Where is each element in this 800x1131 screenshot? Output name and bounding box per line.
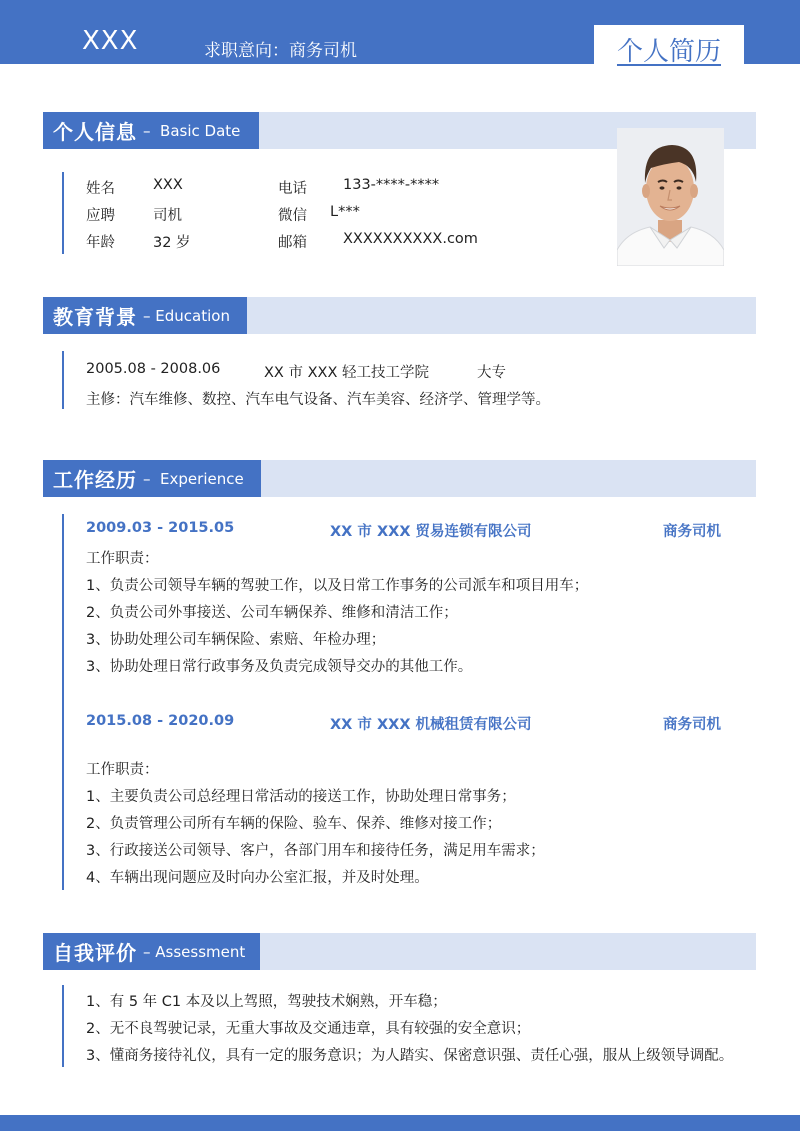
section-personal-title: 个人信息 bbox=[53, 120, 137, 144]
label-name: 姓名 bbox=[86, 181, 115, 197]
job-1-company: XX 市 XXX 贸易连锁有限公司 bbox=[330, 524, 532, 540]
section-experience-subtitle-text: Experience bbox=[160, 469, 244, 488]
section-education-subtitle: – Education bbox=[143, 306, 230, 325]
job-2-period: 2015.08 - 2020.09 bbox=[86, 713, 235, 729]
section-assessment-header bbox=[43, 933, 756, 970]
education-degree: 大专 bbox=[477, 365, 506, 381]
person-photo-icon bbox=[617, 128, 724, 266]
assessment-item: 1、有 5 年 C1 本及以上驾照，驾驶技术娴熟，开车稳； bbox=[86, 994, 447, 1010]
job-2-duty-label: 工作职责： bbox=[86, 762, 159, 778]
job-1-role: 商务司机 bbox=[663, 524, 721, 540]
section-experience-divider bbox=[62, 514, 64, 890]
section-assessment-subtitle: – Assessment bbox=[143, 942, 246, 961]
job-2-company: XX 市 XXX 机械租赁有限公司 bbox=[330, 717, 532, 733]
section-personal-subtitle-text: Basic Date bbox=[160, 121, 241, 140]
label-phone: 电话 bbox=[278, 181, 307, 197]
assessment-item: 2、无不良驾驶记录，无重大事故及交通违章，具有较强的安全意识； bbox=[86, 1021, 531, 1037]
section-assessment-divider bbox=[62, 985, 64, 1067]
value-age: 32 岁 bbox=[153, 235, 191, 251]
assessment-item: 3、懂商务接待礼仪，具有一定的服务意识；为人踏实、保密意识强、责任心强，服从上级领导调配。 bbox=[86, 1048, 734, 1064]
job-2-duty: 1、主要负责公司总经理日常活动的接送工作，协助处理日常事务； bbox=[86, 789, 516, 805]
section-personal-tab bbox=[43, 112, 259, 149]
job-2-duty: 4、车辆出现问题应及时向办公室汇报，并及时处理。 bbox=[86, 870, 429, 886]
job-intent: 求职意向：商务司机 bbox=[204, 41, 357, 61]
resume-title: 个人简历 bbox=[616, 37, 721, 67]
section-experience-tab bbox=[43, 460, 261, 497]
education-period: 2005.08 - 2008.06 bbox=[86, 361, 221, 377]
section-personal-divider bbox=[62, 172, 64, 254]
section-assessment-title: 自我评价 bbox=[53, 941, 137, 965]
label-wechat: 微信 bbox=[278, 208, 307, 224]
photo-portrait bbox=[617, 128, 724, 266]
job-2-duty: 2、负责管理公司所有车辆的保险、验车、保养、维修对接工作； bbox=[86, 816, 502, 832]
section-education-header bbox=[43, 297, 756, 334]
job-2-role: 商务司机 bbox=[663, 717, 721, 733]
value-wechat: L*** bbox=[330, 204, 360, 220]
section-experience-header bbox=[43, 460, 756, 497]
label-email: 邮箱 bbox=[278, 235, 307, 251]
value-phone: 133-****-**** bbox=[343, 177, 440, 193]
job-1-duty: 2、负责公司外事接送、公司车辆保养、维修和清洁工作； bbox=[86, 605, 458, 621]
value-position: 司机 bbox=[153, 208, 182, 224]
job-1-duty: 1、负责公司领导车辆的驾驶工作，以及日常工作事务的公司派车和项目用车； bbox=[86, 578, 589, 594]
value-name: XXX bbox=[153, 177, 183, 193]
job-1-duty-label: 工作职责： bbox=[86, 551, 159, 567]
section-education-subtitle-text: Education bbox=[155, 306, 230, 325]
candidate-name: XXX bbox=[82, 26, 139, 56]
section-education-tab bbox=[43, 297, 247, 334]
job-1-duty: 3、协助处理日常行政事务及负责完成领导交办的其他工作。 bbox=[86, 659, 473, 675]
job-1-duty: 3、协助处理公司车辆保险、索赔、年检办理； bbox=[86, 632, 386, 648]
label-age: 年龄 bbox=[86, 235, 115, 251]
section-assessment-tab bbox=[43, 933, 260, 970]
education-school: XX 市 XXX 轻工技工学院 bbox=[264, 365, 429, 381]
resume-title-box bbox=[594, 25, 744, 67]
section-education-divider bbox=[62, 351, 64, 409]
section-education-title: 教育背景 bbox=[53, 305, 137, 329]
section-personal-subtitle: – Basic Date bbox=[143, 121, 241, 140]
value-email: XXXXXXXXXX.com bbox=[343, 231, 478, 247]
section-experience-title: 工作经历 bbox=[53, 468, 137, 492]
footer-bar bbox=[0, 1115, 800, 1131]
education-major: 主修：汽车维修、数控、汽车电气设备、汽车美容、经济学、管理学等。 bbox=[86, 392, 550, 408]
label-position: 应聘 bbox=[86, 208, 115, 224]
header-bar bbox=[0, 0, 800, 67]
section-experience-subtitle: – Experience bbox=[143, 469, 244, 488]
job-1-period: 2009.03 - 2015.05 bbox=[86, 520, 235, 536]
job-2-duty: 3、行政接送公司领导、客户，各部门用车和接待任务，满足用车需求； bbox=[86, 843, 545, 859]
section-assessment-subtitle-text: Assessment bbox=[155, 942, 246, 961]
